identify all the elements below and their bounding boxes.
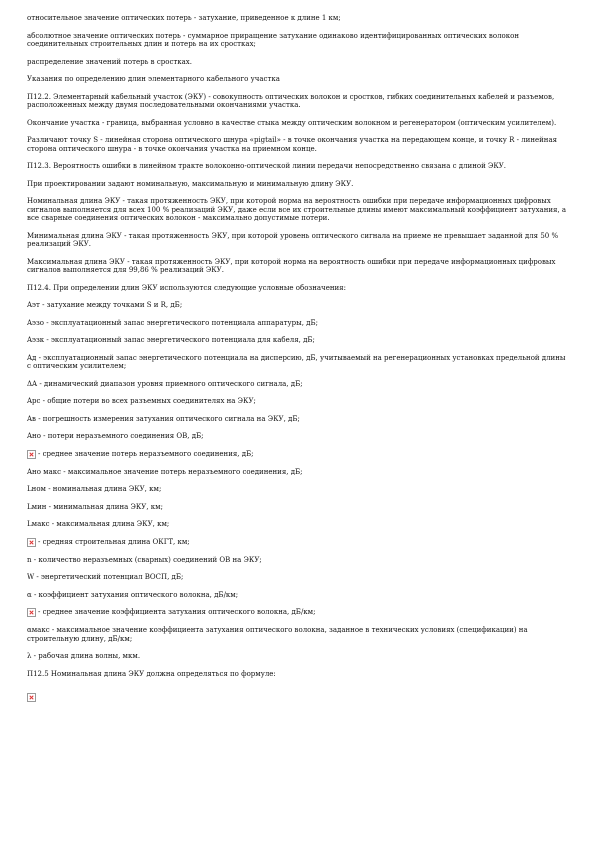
section-heading: Указания по определению длин элементарного кабельного участка — [27, 75, 280, 83]
text-line: П12.3. Вероятность ошибки в линейном тракте волоконно-оптической линии передачи непосредственно связана с длиной ЭКУ. — [27, 162, 507, 170]
symbol-definition: - среднее значение потерь неразъемного соединения, дБ; — [38, 449, 254, 458]
text-line: абсолютное значение оптических потерь - суммарное приращение затухание одинаково идентифицированных оптических волокон соединительных строительных длин и потерь на их сростках; — [27, 31, 519, 48]
symbol-definition: Aно макс - максимальное значение потерь неразъемного соединения, дБ; — [27, 467, 303, 476]
symbol-definition: Aэзк - эксплуатационный запас энергетического потенциала для кабеля, дБ; — [27, 336, 315, 344]
text-line: Максимальная длина ЭКУ - такая протяженность ЭКУ, при которой норма на вероятность ошибки при передаче информационных цифровых сигналов выполняется для 99,86 % реализаций ЭКУ. — [27, 257, 556, 274]
symbol-definition: Aв - погрешность измерения затухания оптического сигнала на ЭКУ, дБ; — [27, 414, 300, 423]
symbol-definition: Lмин - минимальная длина ЭКУ, км; — [27, 502, 163, 511]
symbol-definition-row — [27, 538, 571, 547]
text-line: Минимальная длина ЭКУ - такая протяженность ЭКУ, при которой уровень оптического сигнала на приеме не превышает заданной для 50 % реализаций ЭКУ. — [27, 231, 559, 248]
formula-image — [27, 687, 571, 706]
symbol-definition: Aрс - общие потери во всех разъемных соединителях на ЭКУ; — [27, 397, 256, 405]
symbol-definition-row — [27, 450, 571, 459]
symbol-definition: ΔA - динамический диапазон уровня приемного оптического сигнала, дБ; — [27, 379, 303, 388]
symbol-definition: Aно - потери неразъемного соединения ОВ, дБ; — [27, 432, 204, 440]
symbol-definition: W - энергетический потенциал ВОСП, дБ; — [27, 573, 184, 581]
broken-image-icon — [27, 608, 36, 617]
text-line: При проектировании задают номинальную, максимальную и минимальную длину ЭКУ. — [27, 179, 354, 188]
symbol-definition: λ - рабочая длина волны, мкм. — [27, 652, 141, 660]
text-line: распределение значений потерь в сростках. — [27, 57, 192, 66]
symbol-definition: - средняя строительная длина ОКГТ, км; — [38, 537, 190, 546]
symbol-definition: αмакс - максимальное значение коэффициента затухания оптического волокна, заданное в технических условиях (спецификации) на строительную длину, дБ/км; — [27, 626, 528, 643]
text-line: П12.5 Номинальная длина ЭКУ должна определяться по формуле: — [27, 669, 276, 678]
symbol-definition: Aэзо - эксплуатационный запас энергетического потенциала аппаратуры, дБ; — [27, 318, 318, 327]
symbol-definition: - среднее значение коэффициента затухания оптического волокна, дБ/км; — [38, 608, 316, 617]
text-line: Номинальная длина ЭКУ - такая протяженность ЭКУ, при которой норма на вероятность ошибки при передаче информационных цифровых сигналов выполняется для всех 100 % реализаций ЭКУ, даже если все их строительные длины имеют максимальный коэффициент затухания, а все сварные соединения оптических волокон - максимально допустимые потери. — [27, 197, 567, 222]
broken-image-icon — [27, 538, 36, 547]
text-line: Окончание участка - граница, выбранная условно в качестве стыка между оптическим волокном и регенератором (оптическим усилителем). — [27, 118, 557, 127]
symbol-definition: Aэт - затухание между точками S и R, дБ; — [27, 301, 183, 309]
text-line: П12.4. При определении длин ЭКУ используются следующие условные обозначения: — [27, 283, 346, 292]
symbol-definition: Lном - номинальная длина ЭКУ, км; — [27, 485, 162, 493]
text-line: относительное значение оптических потерь - затухание, приведенное к длине 1 км; — [27, 14, 341, 22]
text-line: П12.2. Элементарный кабельный участок (ЭКУ) - совокупность оптических волокон и сростков, гибких соединительных кабелей и разъемов, расположенных между двумя последовательными окончаниями участка. — [27, 92, 555, 109]
symbol-definition-row — [27, 608, 571, 617]
symbol-definition: Aд - эксплуатационный запас энергетического потенциала на дисперсию, дБ, учитываемый на регенерационных установках предельной длины с оптическим усилителем; — [27, 353, 566, 370]
symbol-definition: Lмакс - максимальная длина ЭКУ, км; — [27, 520, 170, 528]
text-line: Различают точку S - линейная сторона оптического шнура «pigtail» - в точке окончания участка на передающем конце, и точку R - линейная сторона оптического шнура - в точке окончания участка на приемном конце. — [27, 136, 558, 153]
broken-image-icon — [27, 450, 36, 459]
symbol-definition: α - коэффициент затухания оптического волокна, дБ/км; — [27, 590, 239, 599]
broken-image-icon — [27, 693, 36, 702]
symbol-definition: n - количество неразъемных (сварных) соединений ОВ на ЭКУ; — [27, 555, 262, 564]
